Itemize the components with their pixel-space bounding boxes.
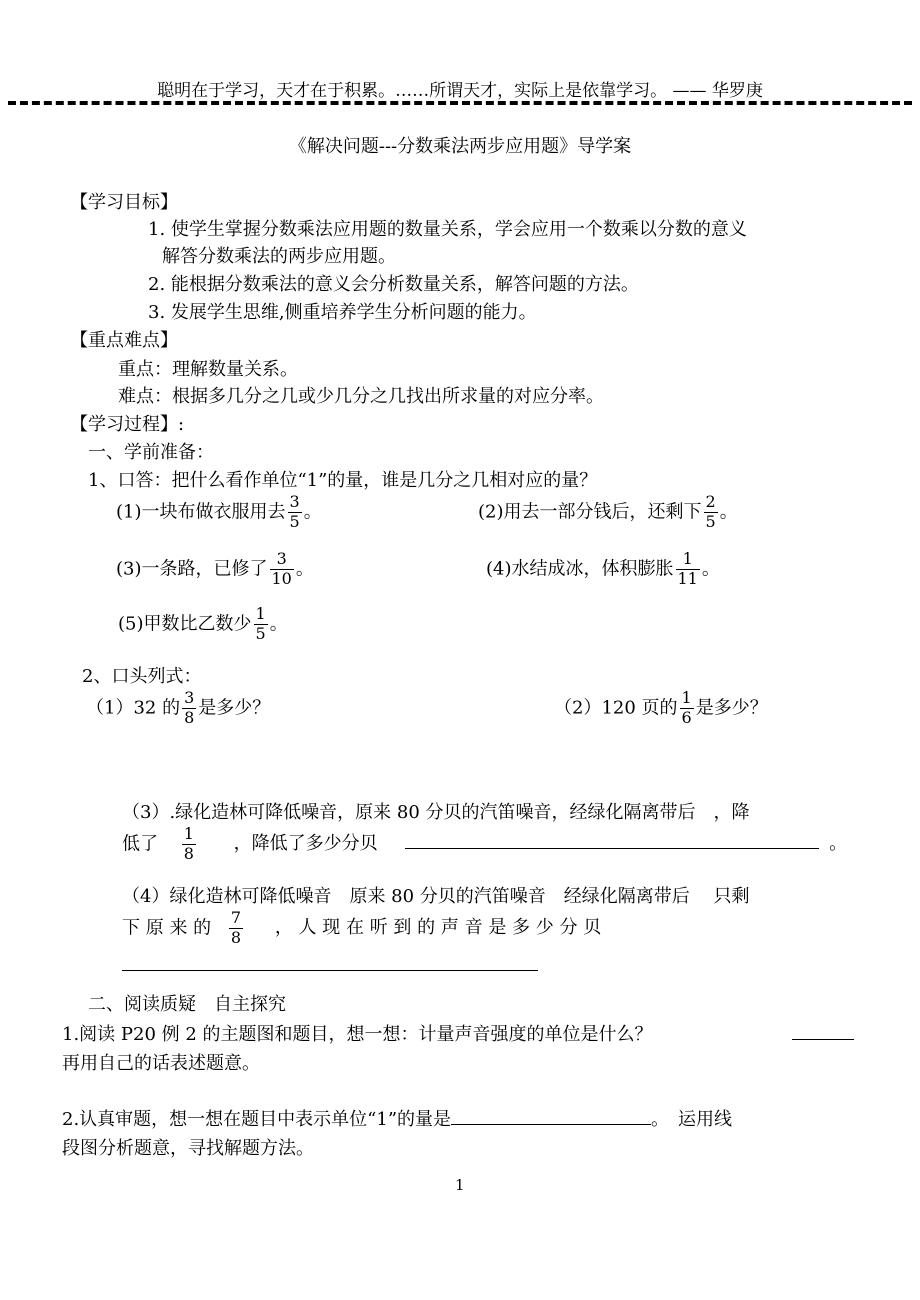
process-heading: 【学习过程】:	[70, 414, 185, 435]
q2-item-3-line-2: 低了 $\frac{1}{8}$ ，降低了多少分贝 。	[122, 824, 848, 863]
question-1: 1、口答：把什么看作单位“1”的量，谁是几分之几相对应的量？	[88, 470, 598, 491]
section-1-heading: 一、学前准备：	[88, 442, 214, 463]
q1-item-5: (5)甲数比乙数少 $\frac{1}{5}$ 。	[118, 604, 288, 643]
fraction: $\frac{7}{8}$	[230, 908, 242, 947]
header-divider	[8, 101, 912, 105]
fraction: $\frac{1}{6}$	[681, 688, 692, 727]
q2-item-3-line-1: （3）.绿化造林可降低噪音，原来 80 分贝的汽笛噪音，经绿化隔离带后 ，降	[122, 802, 750, 823]
fraction: $\frac{3}{5}$	[289, 492, 300, 531]
reading-question-1-line-2: 再用自己的话表述题意。	[62, 1053, 260, 1074]
question-2: 2、口头列式：	[82, 666, 202, 687]
objective-1-line-2: 解答分数乘法的两步应用题。	[162, 246, 396, 267]
page-number: 1	[455, 1176, 465, 1194]
key-points-heading: 【重点难点】	[70, 330, 178, 351]
fraction: $\frac{1}{8}$	[183, 824, 194, 863]
q2-item-2: （2）120 页的 $\frac{1}{6}$ 是多少？	[554, 688, 768, 727]
key-point: 重点：理解数量关系。	[118, 359, 298, 380]
q1-item-3: (3)一条路，已修了 $\frac{3}{10}$ 。	[116, 549, 314, 588]
q1-item-4: (4)水结成冰，体积膨胀 $\frac{1}{11}$ 。	[486, 549, 720, 588]
fraction: $\frac{1}{5}$	[255, 604, 266, 643]
difficult-point: 难点：根据多几分之几或少几分之几找出所求量的对应分率。	[118, 386, 604, 407]
objective-3: 3. 发展学生思维,侧重培养学生分析问题的能力。	[148, 302, 537, 323]
reading-question-2-line-1: 2.认真审题，想一想在题目中表示单位“1”的量是 。 运用线	[62, 1109, 733, 1130]
q2-item-4-line-1: （4）绿化造林可降低噪音 原来 80 分贝的汽笛噪音 经绿化隔离带后 只剩	[122, 886, 750, 907]
objective-2: 2. 能根据分数乘法的意义会分析数量关系，解答问题的方法。	[148, 274, 639, 295]
objective-1-line-1: 1. 使学生掌握分数乘法应用题的数量关系，学会应用一个数乘以分数的意义	[148, 219, 747, 240]
section-2-heading: 二、阅读质疑 自主探究	[88, 994, 286, 1015]
q1-item-2: (2)用去一部分钱后，还剩下 $\frac{2}{5}$ 。	[478, 492, 738, 531]
reading-question-2-line-2: 段图分析题意，寻找解题方法。	[62, 1138, 314, 1159]
fraction: $\frac{3}{10}$	[271, 549, 292, 588]
document-title: 《解决问题---分数乘法两步应用题》导学案	[288, 136, 632, 157]
answer-blank[interactable]	[122, 970, 538, 971]
q2-item-4-line-2: 下 原 来 的 $\frac{7}{8}$ ， 人 现 在 听 到 的 声 音 是 多 少 分 贝	[122, 908, 602, 947]
header-quote: 聪明在于学习，天才在于积累。……所谓天才，实际上是依靠学习。 —— 华罗庚	[157, 81, 763, 101]
fraction: $\frac{1}{11}$	[677, 549, 698, 588]
fraction: $\frac{3}{8}$	[184, 688, 195, 727]
answer-blank[interactable]	[405, 832, 819, 849]
objectives-heading: 【学习目标】	[70, 192, 178, 213]
q1-item-1: (1)一块布做衣服用去 $\frac{3}{5}$ 。	[116, 492, 322, 531]
fraction: $\frac{2}{5}$	[705, 492, 716, 531]
answer-blank[interactable]	[792, 1039, 854, 1040]
reading-question-1-line-1: 1.阅读 P20 例 2 的主题图和题目，想一想：计量声音强度的单位是什么？	[62, 1024, 653, 1045]
q2-item-1: （1）32 的 $\frac{3}{8}$ 是多少？	[86, 688, 271, 727]
answer-blank[interactable]	[451, 1108, 651, 1125]
